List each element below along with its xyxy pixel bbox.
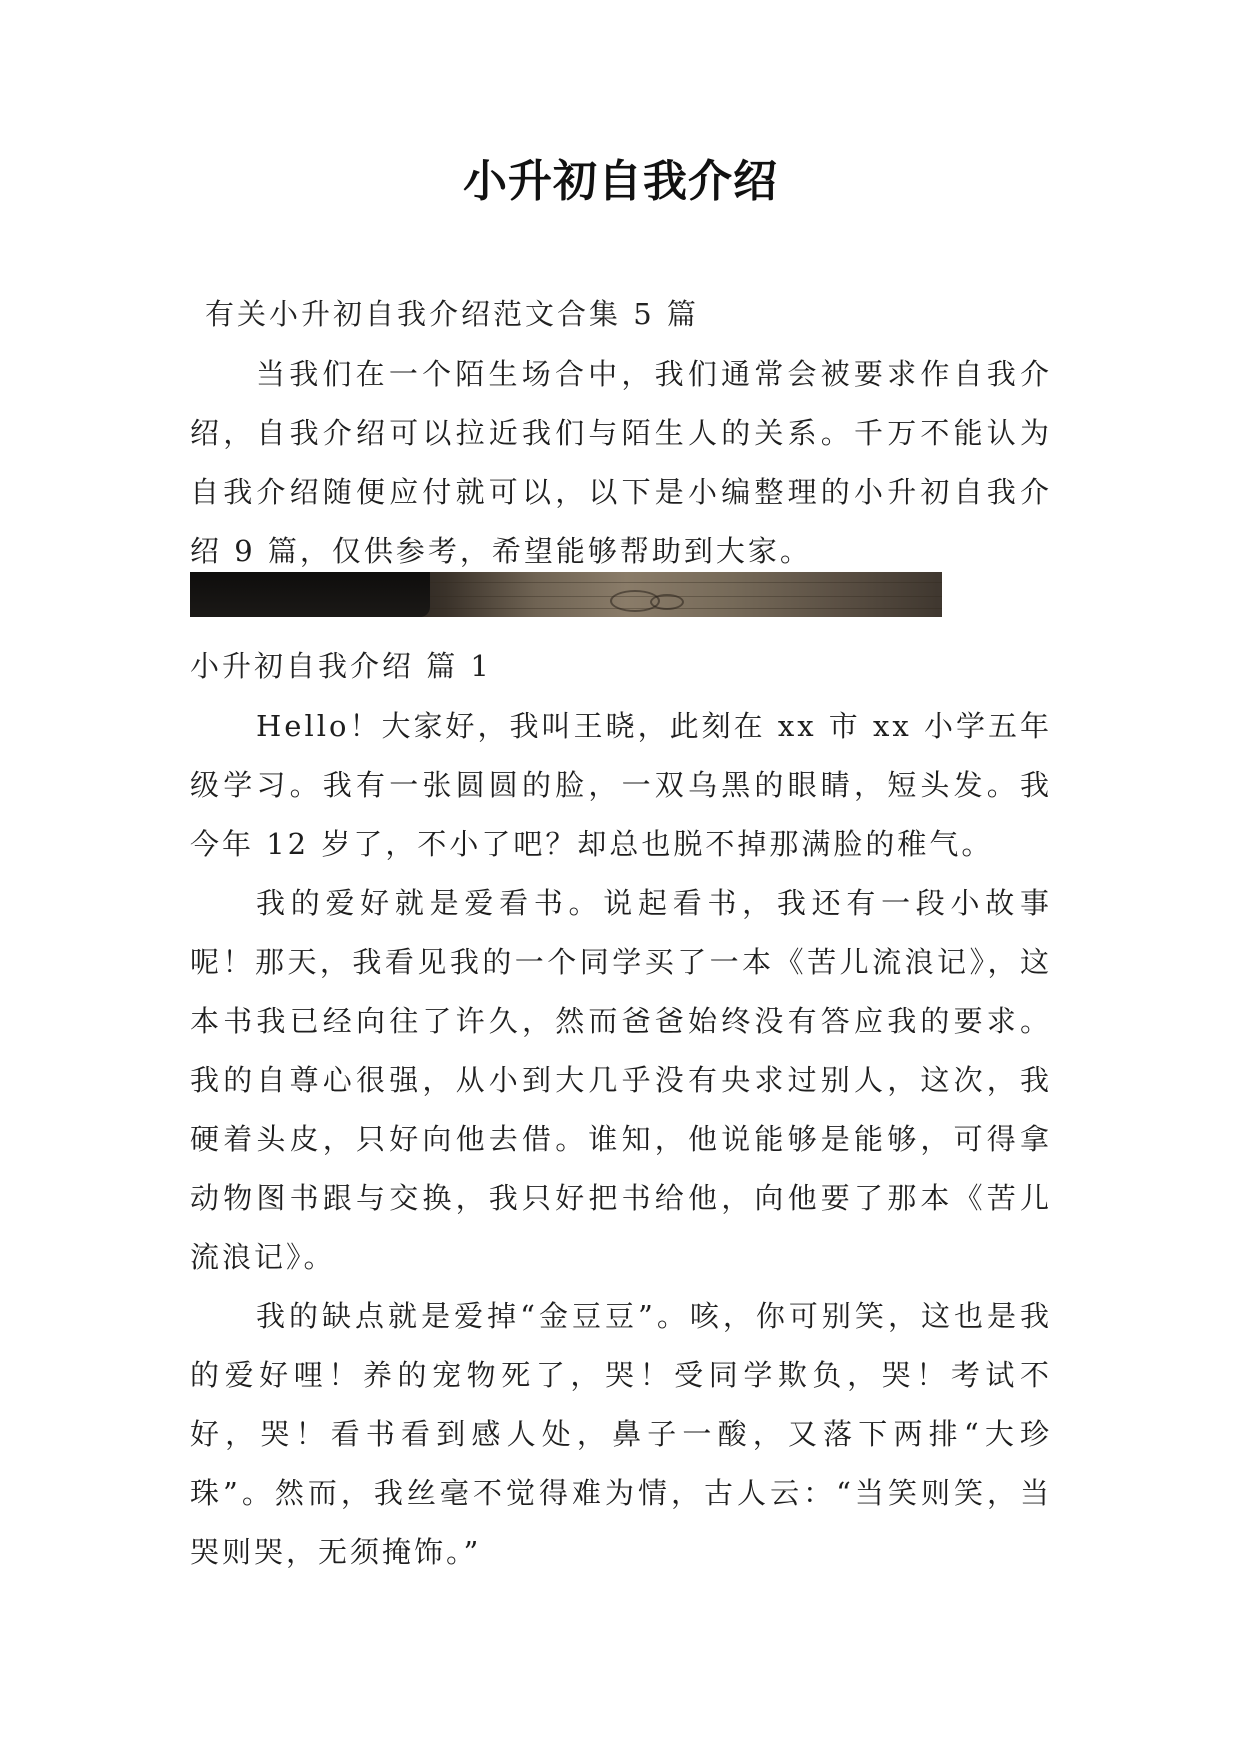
document-subtitle: 有关小升初自我介绍范文合集 5 篇 — [205, 297, 699, 331]
intro-block — [190, 345, 1052, 581]
decorative-banner-image — [190, 572, 942, 617]
banner-dark-slab — [190, 572, 430, 617]
body-paragraph-3: 我的缺点就是爱掉“金豆豆”。咳，你可别笑，这也是我的爱好哩！养的宠物死了，哭！受同学欺负，哭！考试不好，哭！看书看到感人处，鼻子一酸，又落下两排“大珍珠”。然而，我丝毫不觉得难为情，古人云：“当笑则笑，当哭则哭，无须掩饰。” — [190, 1299, 1052, 1569]
document-title: 小升初自我介绍 — [463, 156, 778, 207]
body-paragraph-1: Hello！大家好，我叫王晓，此刻在 xx 市 xx 小学五年级学习。我有一张圆圆的脸，一双乌黑的眼睛，短头发。我今年 12 岁了，不小了吧？却总也脱不掉那满脸的稚气。 — [190, 709, 1052, 861]
article-body — [190, 697, 1052, 1582]
section-heading: 小升初自我介绍 篇 1 — [190, 649, 492, 683]
body-paragraph-2: 我的爱好就是爱看书。说起看书，我还有一段小故事呢！那天，我看见我的一个同学买了一本《苦儿流浪记》，这本书我已经向往了许久，然而爸爸始终没有答应我的要求。我的自尊心很强，从小到大几乎没有央求过别人，这次，我硬着头皮，只好向他去借。谁知，他说能够是能够，可得拿动物图书跟与交换，我只好把书给他，向他要了那本《苦儿流浪记》。 — [190, 886, 1052, 1274]
intro-paragraph: 当我们在一个陌生场合中，我们通常会被要求作自我介绍，自我介绍可以拉近我们与陌生人的关系。千万不能认为自我介绍随便应付就可以，以下是小编整理的小升初自我介绍 9 篇，仅供参考，希望能够帮助到大家。 — [190, 357, 1052, 568]
